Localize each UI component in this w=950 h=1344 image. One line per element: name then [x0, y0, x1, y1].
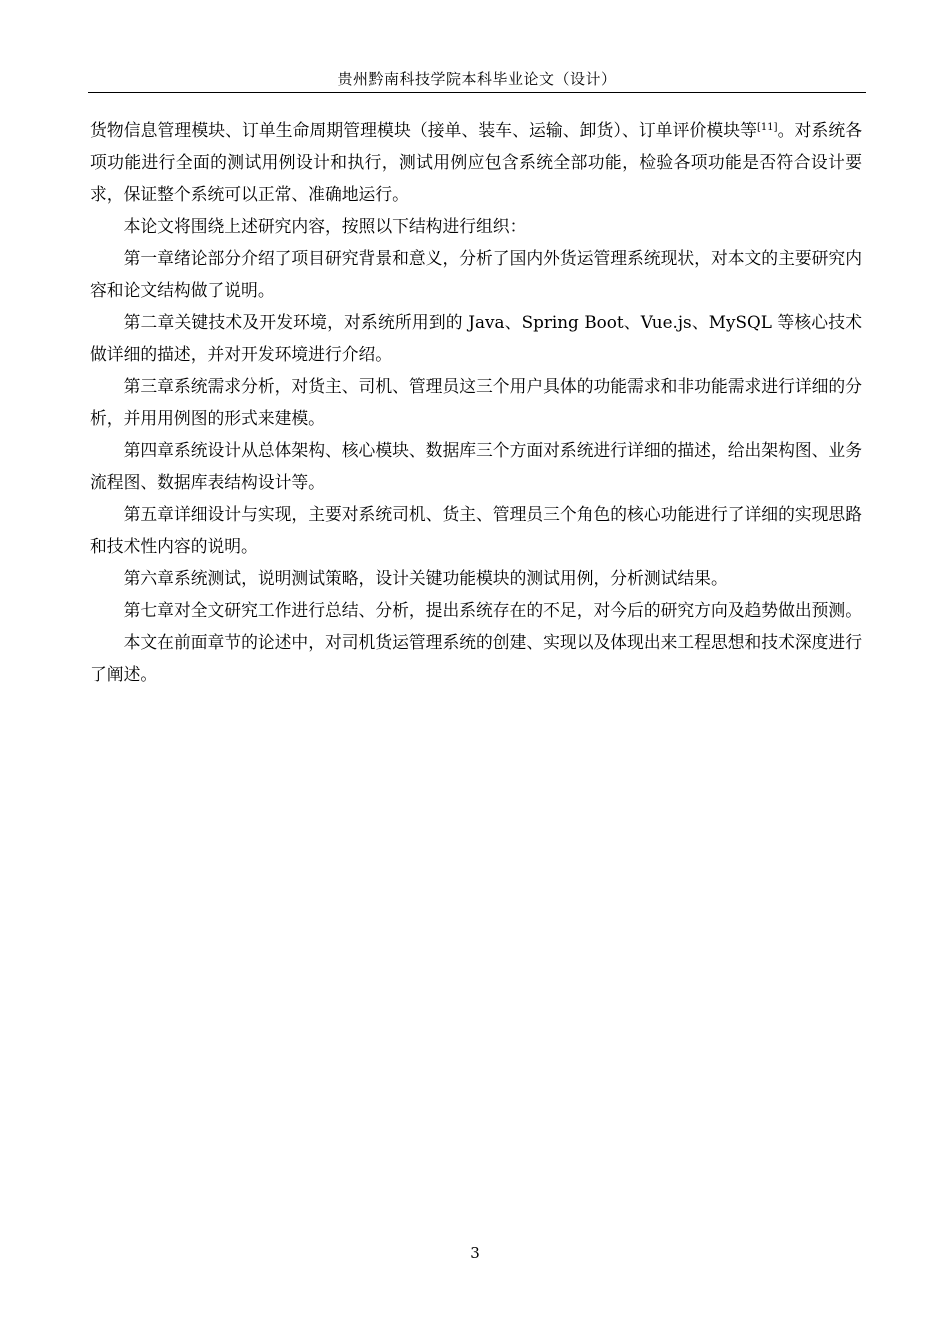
- paragraph-chapter-4: 第四章系统设计从总体架构、核心模块、数据库三个方面对系统进行详细的描述，给出架构图、业务流程图、数据库表结构设计等。: [90, 440, 862, 492]
- page-number: 3: [470, 1244, 480, 1262]
- paragraph-chapter-6: 第六章系统测试，说明测试策略，设计关键功能模块的测试用例，分析测试结果。: [123, 568, 728, 588]
- header-title: 贵州黔南科技学院本科毕业论文（设计）: [337, 70, 617, 88]
- paragraph-chapter-7: 第七章对全文研究工作进行总结、分析，提出系统存在的不足，对今后的研究方向及趋势做出预测。: [123, 600, 862, 620]
- paragraph-chapter-1: 第一章绪论部分介绍了项目研究背景和意义，分析了国内外货运管理系统现状，对本文的主要研究内容和论文结构做了说明。: [90, 248, 862, 300]
- paragraph-chapter-3: 第三章系统需求分析，对货主、司机、管理员这三个用户具体的功能需求和非功能需求进行详细的分析，并用用例图的形式来建模。: [90, 376, 862, 428]
- paragraph-chapter-2: 第二章关键技术及开发环境，对系统所用到的 Java、Spring Boot、Vue.js、MySQL 等核心技术做详细的描述，并对开发环境进行介绍。: [90, 312, 862, 364]
- paragraph-summary: 本文在前面章节的论述中，对司机货运管理系统的创建、实现以及体现出来工程思想和技术深度进行了阐述。: [90, 632, 862, 684]
- paragraph-text: 。对系统各项功能进行全面的测试用例设计和执行，测试用例应包含系统全部功能，检验各项功能是否符合设计要求，保证整个系统可以正常、准确地运行。: [90, 120, 862, 204]
- page-header: [88, 66, 866, 93]
- body-text: [90, 114, 862, 690]
- paragraph-text: 货物信息管理模块、订单生命周期管理模块（接单、装车、运输、卸货）、订单评价模块等: [90, 120, 758, 140]
- citation-reference: [11]: [757, 122, 778, 133]
- paragraph-continued: [90, 114, 862, 210]
- paragraph-chapter-5: 第五章详细设计与实现，主要对系统司机、货主、管理员三个角色的核心功能进行了详细的实现思路和技术性内容的说明。: [90, 504, 862, 556]
- paragraph-structure-intro: 本论文将围绕上述研究内容，按照以下结构进行组织：: [123, 216, 527, 236]
